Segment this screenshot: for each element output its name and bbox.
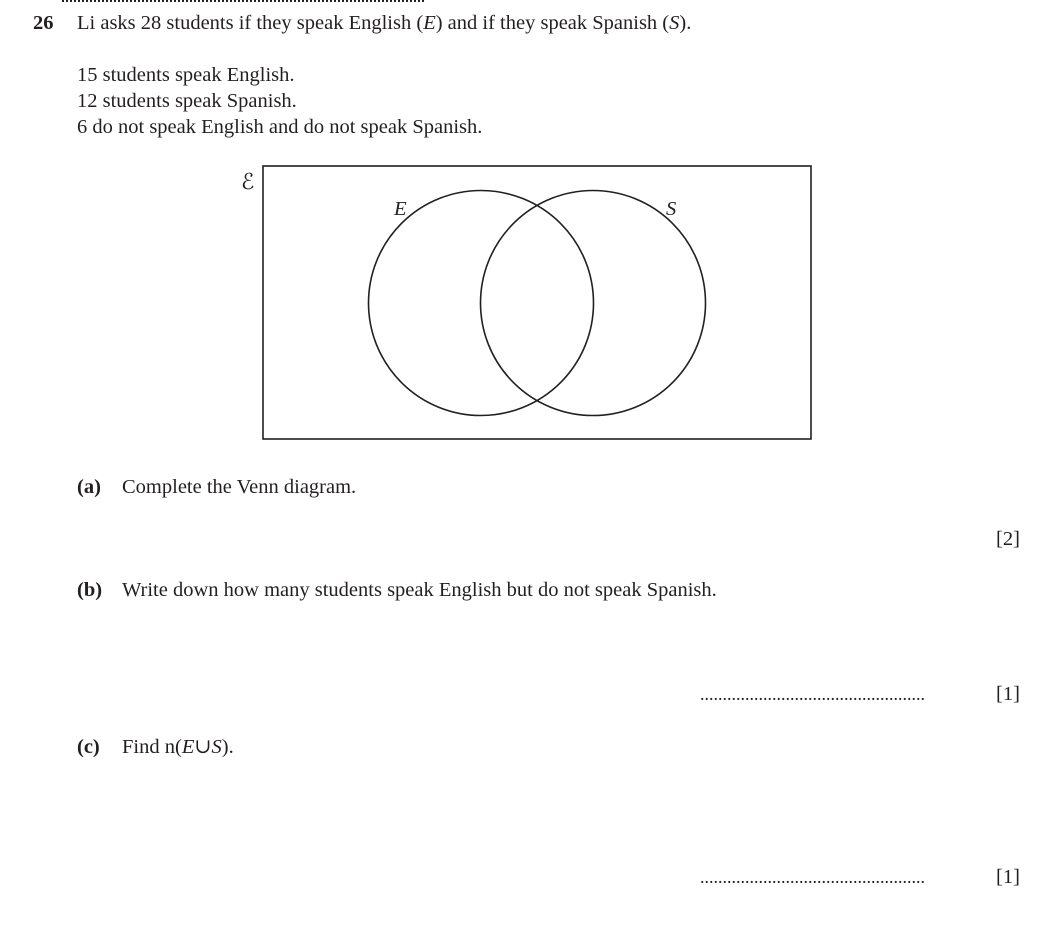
fact-english-count: 15 students speak English.	[77, 64, 295, 86]
part-a-text: Complete the Venn diagram.	[122, 476, 357, 498]
set-s-symbol: S	[669, 12, 680, 34]
universal-set-symbol: ℰ	[241, 169, 255, 194]
venn-label-s: S	[666, 198, 677, 220]
part-c-label: (c)	[77, 736, 100, 758]
part-a-label: (a)	[77, 476, 101, 498]
fact-spanish-count: 12 students speak Spanish.	[77, 90, 297, 112]
fact-neither-count: 6 do not speak English and do not speak Spanish.	[77, 116, 483, 138]
universal-set-box	[263, 166, 811, 439]
part-b-answer-line[interactable]: ..................................................	[700, 684, 925, 704]
question-stem: Li asks 28 students if they speak English (E) and if they speak Spanish (S).	[77, 12, 692, 34]
union-symbol: ∪	[194, 736, 212, 758]
part-b-marks: [1]	[996, 683, 1020, 705]
question-number: 26	[33, 12, 54, 34]
part-c-answer-line[interactable]: ..................................................	[700, 867, 925, 887]
part-c-marks: [1]	[996, 866, 1020, 888]
venn-label-e: E	[394, 198, 407, 220]
part-c-text: Find n(E∪S).	[122, 736, 234, 758]
part-a-marks: [2]	[996, 528, 1020, 550]
part-b-label: (b)	[77, 579, 103, 601]
set-e-symbol: E	[423, 12, 436, 34]
part-b-text: Write down how many students speak English but do not speak Spanish.	[122, 579, 717, 601]
